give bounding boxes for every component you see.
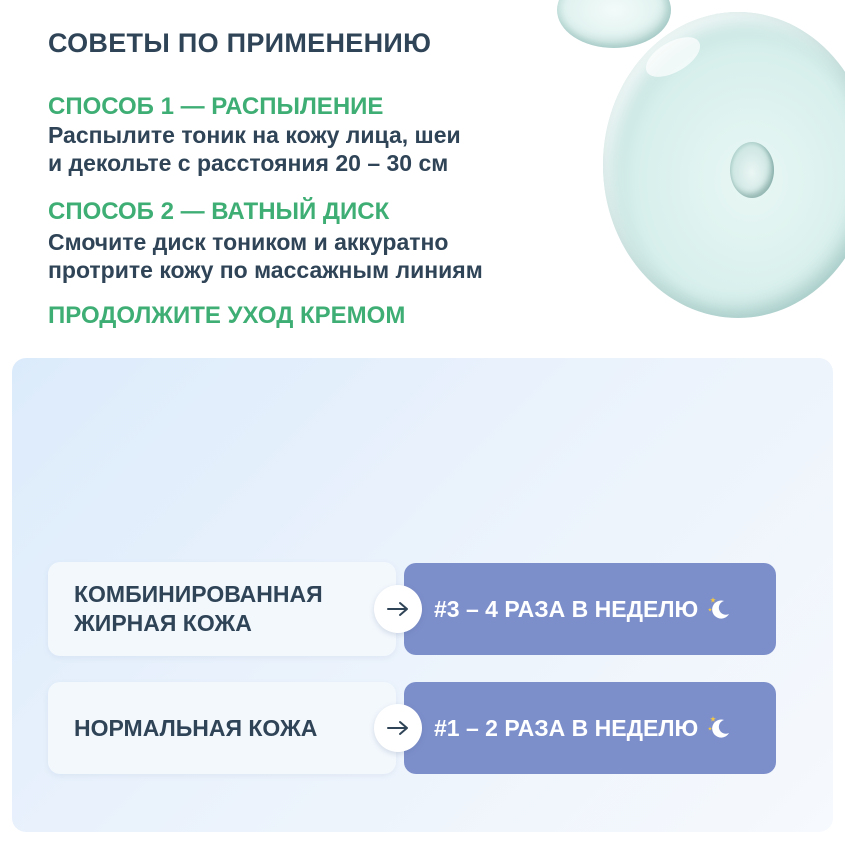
arrow-right-icon [374,585,422,633]
droplet-image [730,142,774,198]
frequency-label: #1 – 2 РАЗА В НЕДЕЛЮ [434,714,699,741]
frequency-label: #3 – 4 РАЗА В НЕДЕЛЮ [434,595,699,622]
method-2-text [48,228,483,284]
moon-stars-icon [706,714,734,742]
finish-with-cream: ПРОДОЛЖИТЕ УХОД КРЕМОМ [48,302,406,329]
skin-type-line: КОМБИНИРОВАННАЯ [74,581,323,607]
frequency-badge [404,563,776,655]
skin-type-line: НОРМАЛЬНАЯ КОЖА [74,714,318,741]
frequency-badge [404,682,776,774]
skin-type-line: ЖИРНАЯ КОЖА [74,610,252,636]
method-1-line-1: Распылите тоник на кожу лица, шеи [48,122,461,148]
arrow-right-icon [374,704,422,752]
method-1-text [48,121,461,177]
page-title: СОВЕТЫ ПО ПРИМЕНЕНИЮ [48,28,432,58]
moon-stars-icon [706,595,734,623]
method-2-line-1: Смочите диск тоником и аккуратно [48,229,449,255]
skin-type-normal [48,682,396,774]
method-2-line-2: протрите кожу по массажным линиям [48,257,483,283]
serum-drop-image [603,12,845,318]
method-1-title: СПОСОБ 1 — РАСПЫЛЕНИЕ [48,93,384,120]
method-1-line-2: и декольте с расстояния 20 – 30 см [48,150,449,176]
method-2-title: СПОСОБ 2 — ВАТНЫЙ ДИСК [48,198,390,225]
skin-type-combination-oily [48,562,396,656]
small-bubble-image [557,0,671,48]
